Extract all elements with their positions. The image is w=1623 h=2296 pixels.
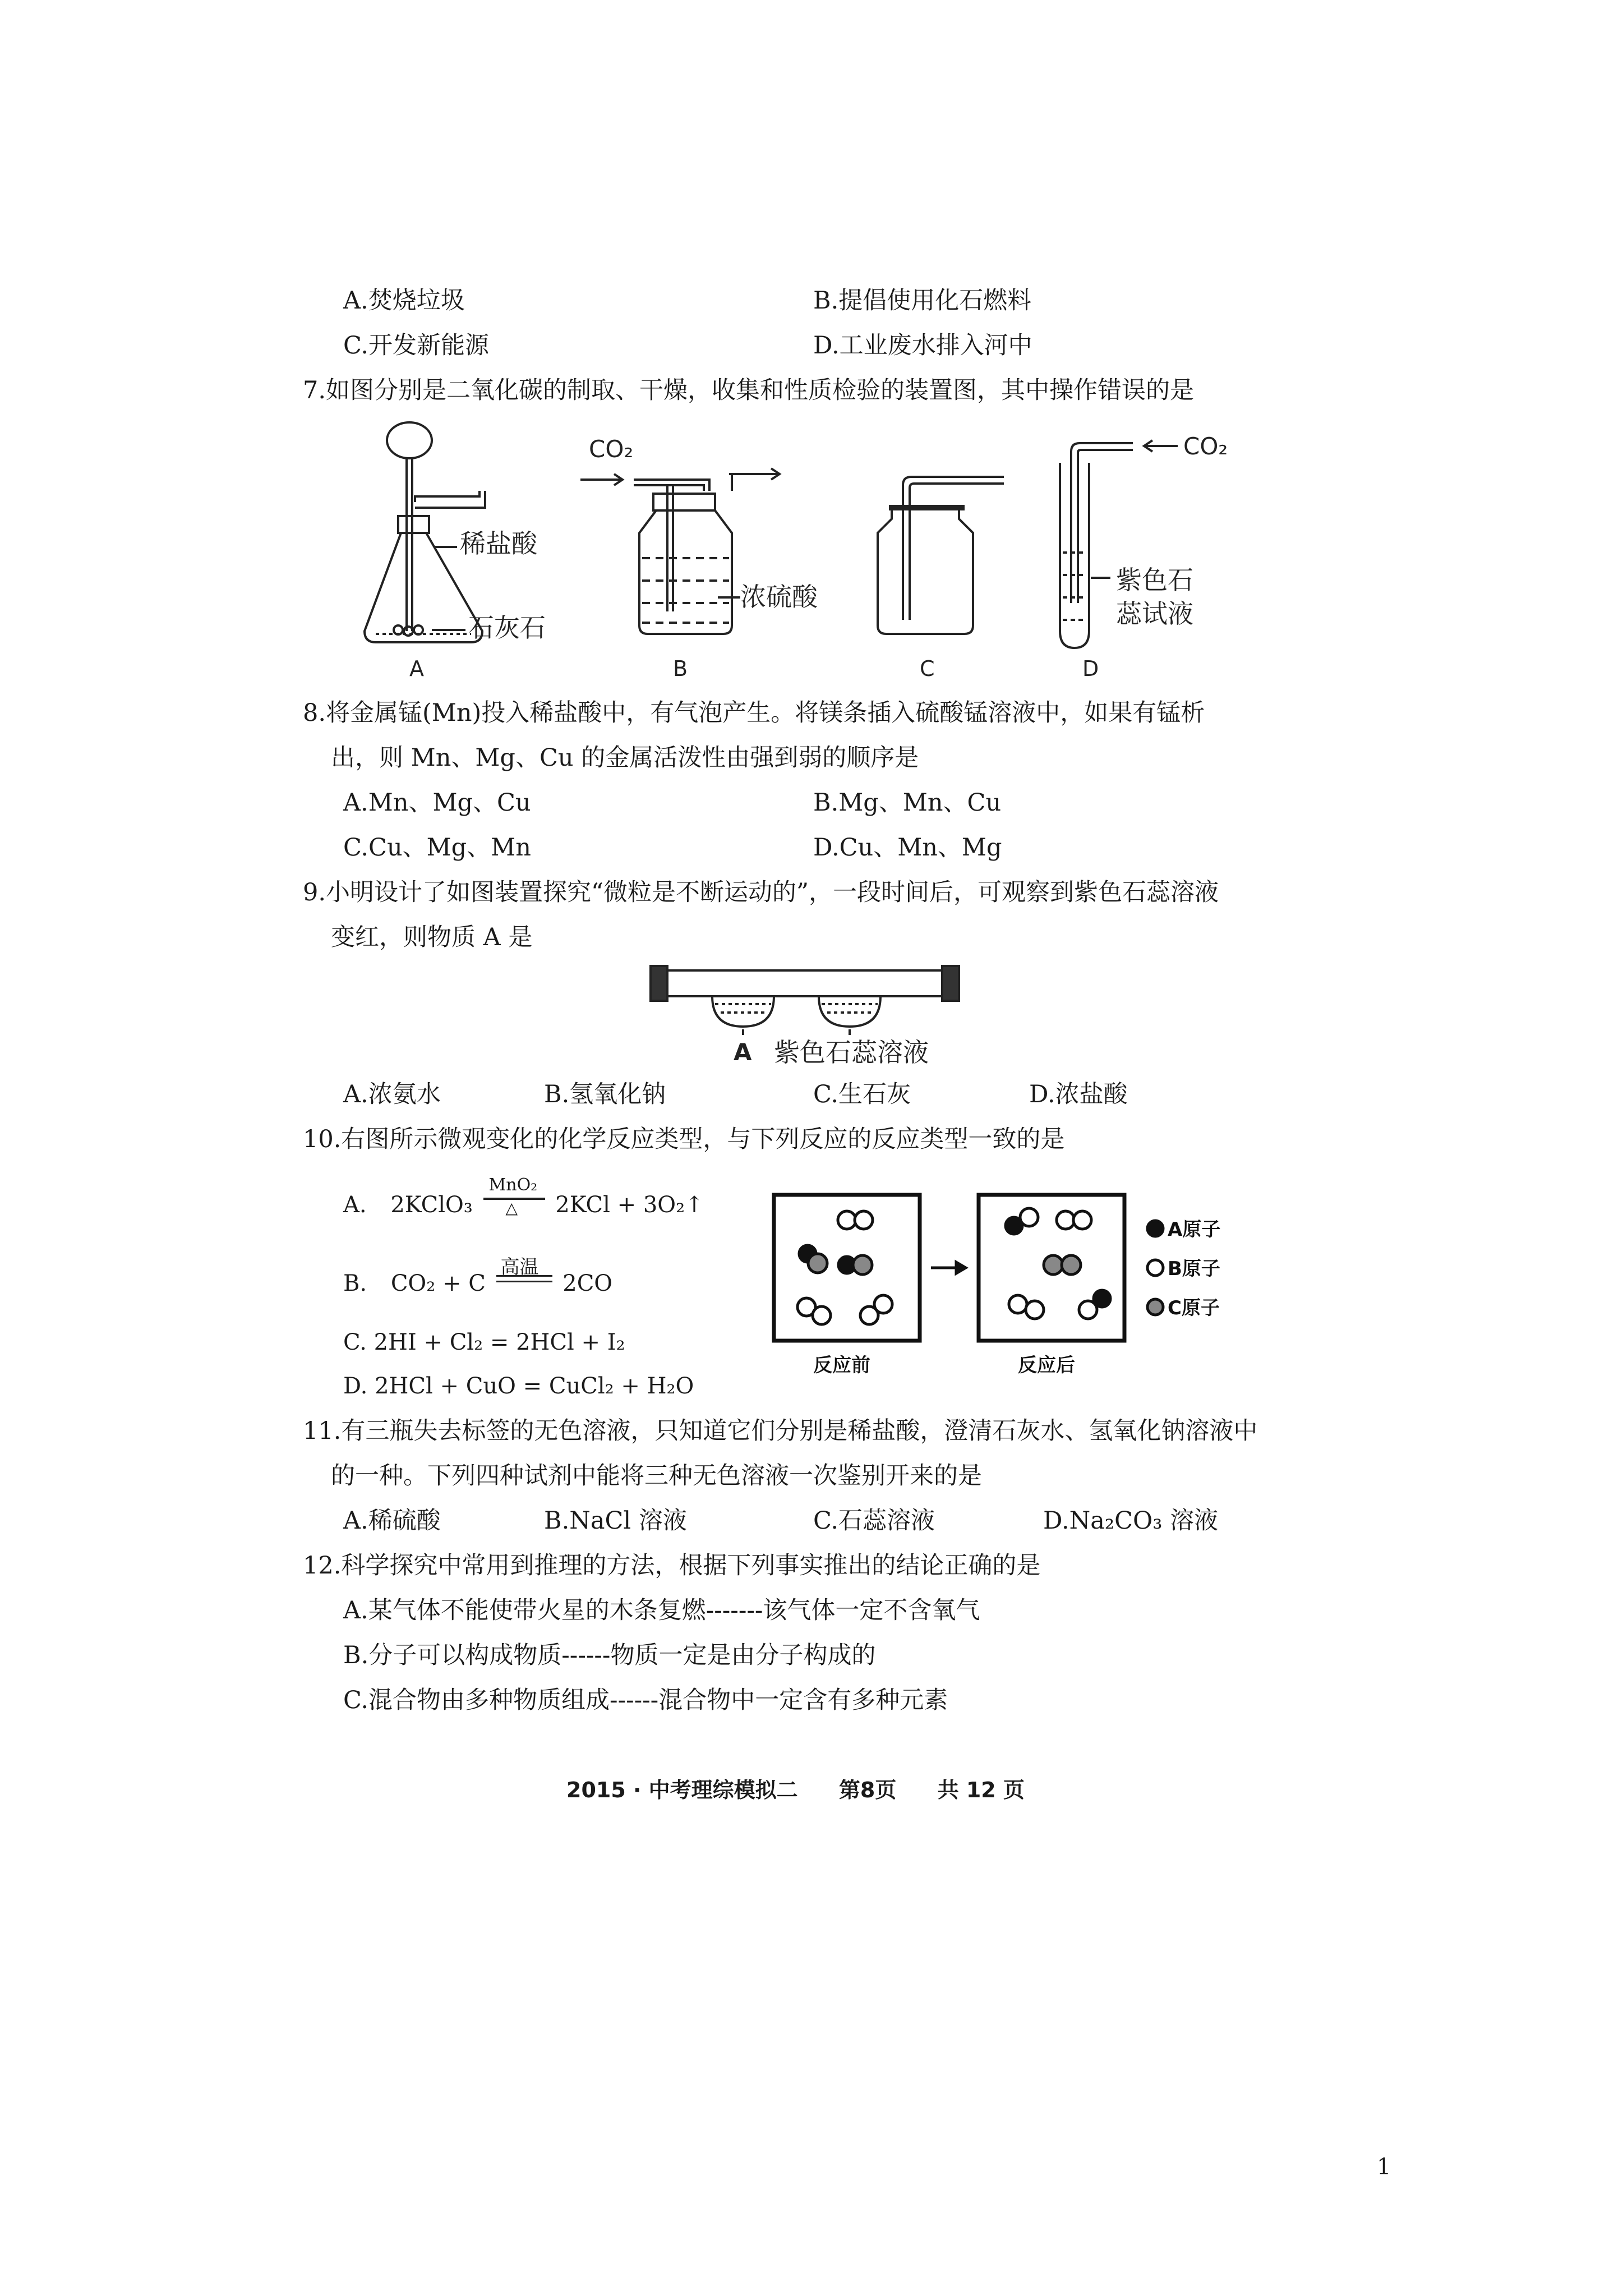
- q6-option-b: B.提倡使用化石燃料: [813, 287, 1032, 315]
- q8-stem-line1: 8.将金属锰(Mn)投入稀盐酸中，有气泡产生。将镁条插入硫酸锰溶液中，如果有锰析: [303, 699, 1205, 727]
- q9-label-a: A: [734, 1038, 752, 1066]
- letter-a: A: [409, 656, 424, 681]
- q10-a-heat: △: [505, 1199, 518, 1217]
- q10-b-left: CO₂ + C: [390, 1271, 486, 1296]
- q12-stem: 12.科学探究中常用到推理的方法，根据下列事实推出的结论正确的是: [303, 1552, 1041, 1580]
- q10-a-catalyst: MnO₂: [488, 1175, 538, 1195]
- q10-a-condition: [483, 1175, 545, 1218]
- q10-a-left: 2KClO₃: [390, 1192, 473, 1218]
- d-liquid-label-1: 紫色石: [1116, 565, 1193, 595]
- footer-exam-title: 2015 · 中考理综模拟二: [566, 1778, 798, 1802]
- q9-option-a: A.浓氨水: [343, 1080, 441, 1108]
- label-before: 反应前: [813, 1354, 870, 1377]
- letter-d: D: [1082, 656, 1099, 681]
- q10-micro-reaction-figure: [768, 1189, 1251, 1380]
- q10-b-bar-2: [496, 1281, 552, 1282]
- d-liquid-label-2: 蕊试液: [1116, 599, 1193, 629]
- q7-apparatus-figure: [336, 418, 1256, 687]
- q10-option-a: [343, 1175, 704, 1218]
- legend-b-atom: B原子: [1168, 1258, 1220, 1280]
- q10-option-b: [343, 1256, 613, 1296]
- q12-option-a: A.某气体不能使带火星的木条复燃-------该气体一定不含氧气: [343, 1596, 980, 1625]
- q11-stem-line2: 的一种。下列四种试剂中能将三种无色溶液一次鉴别开来的是: [331, 1462, 982, 1490]
- q12-option-c: C.混合物由多种物质组成------混合物中一定含有多种元素: [343, 1686, 948, 1714]
- q12-option-b: B.分子可以构成物质------物质一定是由分子构成的: [343, 1641, 876, 1669]
- d-gas-label: CO₂: [1183, 432, 1228, 460]
- q10-b-prefix: B.: [343, 1271, 367, 1296]
- q10-a-right: 2KCl + 3O₂↑: [555, 1192, 704, 1218]
- letter-b: B: [673, 656, 688, 681]
- q11-option-b: B.NaCl 溶液: [544, 1507, 687, 1535]
- q9-option-b: B.氢氧化钠: [544, 1080, 666, 1108]
- q9-option-d: D.浓盐酸: [1029, 1080, 1128, 1108]
- q11-stem-line1: 11.有三瓶失去标签的无色溶液，只知道它们分别是稀盐酸，澄清石灰水、氢氧化钠溶液中: [303, 1417, 1258, 1445]
- q11-option-d: D.Na₂CO₃ 溶液: [1043, 1507, 1219, 1535]
- letter-c: C: [920, 656, 935, 681]
- b-liquid-label: 浓硫酸: [740, 582, 818, 612]
- a-stone-label: 石灰石: [468, 613, 546, 643]
- q7-stem: 7.如图分别是二氧化碳的制取、干燥，收集和性质检验的装置图，其中操作错误的是: [303, 376, 1195, 404]
- q10-b-condition-text: 高温: [500, 1256, 539, 1278]
- q9-option-c: C.生石灰: [813, 1080, 911, 1108]
- q9-stem-line2: 变红，则物质 A 是: [331, 923, 533, 951]
- q10-a-prefix: A.: [343, 1192, 367, 1218]
- q10-b-right: 2CO: [562, 1271, 613, 1296]
- a-acid-label: 稀盐酸: [460, 528, 537, 559]
- legend-a-atom: A原子: [1168, 1218, 1221, 1241]
- q8-option-a: A.Mn、Mg、Cu: [343, 789, 531, 817]
- apparatus-c-collecting-bottle: [878, 477, 1004, 634]
- q8-option-c: C.Cu、Mg、Mn: [343, 834, 531, 862]
- page-number: 1: [1377, 2154, 1391, 2180]
- q11-option-a: A.稀硫酸: [343, 1507, 441, 1535]
- q8-option-b: B.Mg、Mn、Cu: [813, 789, 1002, 817]
- b-gas-label: CO₂: [589, 435, 634, 463]
- label-after: 反应后: [1018, 1354, 1075, 1377]
- q6-option-c: C.开发新能源: [343, 332, 490, 360]
- q10-option-c: C. 2HI + Cl₂ = 2HCl + I₂: [343, 1329, 625, 1355]
- q10-option-d: D. 2HCl + CuO = CuCl₂ + H₂O: [343, 1373, 694, 1399]
- q6-option-d: D.工业废水排入河中: [813, 332, 1032, 360]
- q8-stem-line2: 出，则 Mn、Mg、Cu 的金属活泼性由强到弱的顺序是: [331, 744, 919, 772]
- q9-stem-line1: 9.小明设计了如图装置探究“微粒是不断运动的”，一段时间后，可观察到紫色石蕊溶液: [303, 878, 1219, 907]
- q9-glass-tube-figure: [645, 959, 981, 1077]
- legend-c-atom: C原子: [1168, 1297, 1220, 1319]
- q11-option-c: C.石蕊溶液: [813, 1507, 935, 1535]
- q6-option-a: A.焚烧垃圾: [343, 287, 465, 315]
- q8-option-d: D.Cu、Mn、Mg: [813, 834, 1002, 862]
- footer-page: 第8页: [838, 1778, 897, 1802]
- q10-b-condition: [496, 1256, 552, 1296]
- page-footer: [566, 1773, 1058, 1803]
- q10-b-bar-1: [496, 1275, 552, 1277]
- q9-label-solution: 紫色石蕊溶液: [774, 1037, 929, 1068]
- footer-total: 共 12 页: [937, 1778, 1025, 1802]
- q10-stem: 10.右图所示微观变化的化学反应类型，与下列反应的反应类型一致的是: [303, 1125, 1065, 1153]
